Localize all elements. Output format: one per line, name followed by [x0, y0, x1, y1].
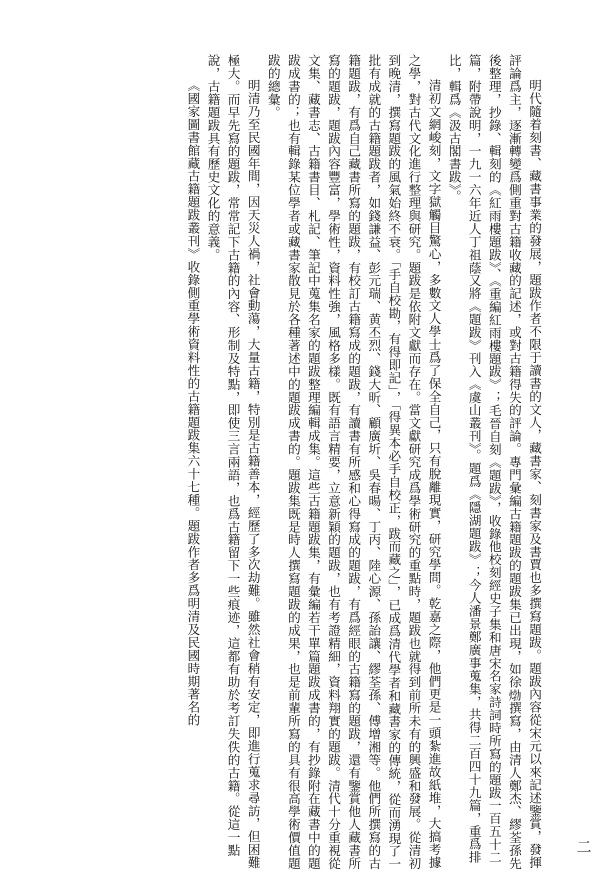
- page-number: 二: [576, 838, 592, 856]
- paragraph-ming-dynasty: 明代隨着刻書、藏書事業的發展，題跋作者不限于讀書的文人，藏書家、刻書家及書賈也多撰寫題跋。題跋內容從宋元以來記述鑒賞，發揮評論爲主，逐漸轉變爲側重對古籍收藏的記述，或對古籍得失的評論。專門彙編古籍題跋的題跋集已出現，如徐𤊹撰寫，由清人鄭杰、繆荃孫先後整理，抄錄、輯刻的《紅雨樓題跋》、《重編紅雨樓題跋》；毛晉自刻《題跋》，收錄他校刻經史子集和唐宋名家詩詞時所寫的題跋一百五十二篇，附帶說明，一九一六年近人丁祖蔭又將《題跋》刊入《虞山叢刊》。題爲《隱湖題跋》；今人潘景鄭廣事蒐集，共得二百四十九篇，重爲排比，輯爲《汲古閣書跋》。: [446, 54, 542, 870]
- paragraph-qing-dynasty: 清初文網峻刻，文字獄觸目驚心，多數文人學士爲了保全自己，只有脫離現實，研究學問。乾嘉之際，他們更是一頭紮進故紙堆，大搞考據之學，對古代文化進行整理與研究。題跋是依附文獻而存在。當文獻研究成爲學術研究的重點時，題跋也就得到前所未有的興盛和發展。從清初到晚清，撰寫題跋的風氣始終不衰。「手自校勘，有得即記」，「得異本必手自校正，跋而藏之」，已成爲清代學者和藏書家的傳統，從而湧現了一批有成就的古籍題跋者，如錢謙益、彭元瑞、黄丕烈、錢大昕、顧廣圻、吳春暘、丁丙、陸心源、孫詒讓、繆荃孫、傅增湘等。他們所撰寫的古籍題跋，有爲自己藏書所寫的題跋，有校訂古籍寫成的題跋，有讀書有所感和心得寫成的題跋，有爲經眼的古籍寫的題跋，還有鑒賞他人藏書所寫的題跋，題跋內容豐富，學術性，資料性強，風格多樣。既有語言精要，立意新穎的題跋，也有考證精細，資料翔實的題跋。清代十分重視從文集、藏書志、古籍書目、札記、筆記中蒐集名家的題跋整理編輯成集。這些古籍題跋集，有彙編若干單篇題跋成書的，有抄錄附在藏書中的題跋成書的；也有輯錄某位學者或藏書家散見於各種著述中的題跋成書的。題跋集既是時人撰寫題跋的成果，也是前輩所寫的具有很高學術價值題跋的總彙。: [265, 54, 442, 871]
- paragraph-collection-intro: 《國家圖書館藏古籍題跋叢刊》收錄側重學術資料性的古籍題跋集六十七種。題跋作者多爲明清及民國時期著名的: [185, 79, 201, 727]
- paragraph-republican-era: 明清乃至民國年間，因天災人禍，社會動蕩，大量古籍，特別是古籍善本，經歷了多次劫難。雖然社會稍有安定，即進行蒐求尋訪，但困難極大。而早先寫的題跋，常常記下古籍的內容、形制及特點，即使三言兩語，也爲古籍留下一些痕迹，這都有助於考訂失佚的古籍。從這一點說，古籍題跋具有歷史文化的意義。: [205, 54, 261, 870]
- body-text: [52, 54, 544, 874]
